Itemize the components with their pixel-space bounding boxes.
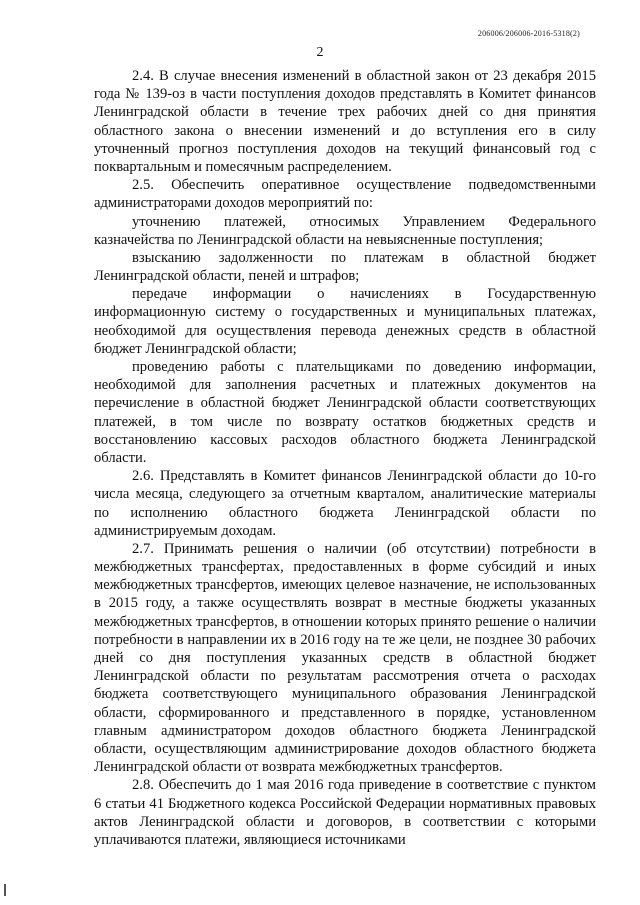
paragraph-2-8: 2.8. Обеспечить до 1 мая 2016 года приведение в соответствие с пунктом 6 статьи 41 Бюджетного кодекса Российской Федерации нормативных правовых актов Ленинградской области и договоров, в соответствии с которыми уплачиваются платежи, являющиеся источниками — [94, 777, 596, 848]
paragraph-2-4: 2.4. В случае внесения изменений в областной закон от 23 декабря 2015 года № 139-оз в части поступления доходов представлять в Комитет финансов Ленинградской области в течение трех рабочих дней со дня принятия областного закона о внесении изменений и до вступления его в силу уточненный прогноз поступления доходов на текущий финансовый год с поквартальным и помесячным распределением. — [94, 68, 596, 175]
document-code: 206006/206006-2016-5318(2) — [477, 29, 580, 38]
document-body — [94, 67, 596, 849]
page-number: 2 — [316, 45, 324, 60]
paragraph-2-7: 2.7. Принимать решения о наличии (об отсутствии) потребности в межбюджетных трансфертах, предоставленных в форме субсидий и иных межбюджетных трансфертов, имеющих целевое назначение, не использованных в 2015 году, а также осуществлять возврат в местные бюджеты указанных межбюджетных трансфертов, в отношении которых принято решение о наличии потребности в направлении их в 2016 году на те же цели, не позднее 30 рабочих дней со дня поступления указанных средств в областной бюджет Ленинградской области по результатам рассмотрения отчета о расходах бюджета соответствующего муниципального образования Ленинградской области, сформированного и представленного в порядке, установленном главным администратором доходов областного бюджета Ленинградской области, осуществляющим администрирование доходов областного бюджета Ленинградской области от возврата межбюджетных трансфертов. — [94, 540, 596, 776]
list-item-refinement: уточнению платежей, относимых Управлением Федерального казначейства по Ленинградской области на невыясненные поступления; — [94, 213, 596, 248]
margin-mark — [4, 884, 6, 896]
paragraph-2-6: 2.6. Представлять в Комитет финансов Ленинградской области до 10-го числа месяца, следующего за отчетным кварталом, аналитические материалы по исполнению областного бюджета Ленинградской области по администрируемым доходам. — [94, 468, 596, 539]
paragraph-2-5: 2.5. Обеспечить оперативное осуществление подведомственными администраторами доходов мероприятий по: — [94, 177, 596, 212]
list-item-payer-work: проведению работы с плательщиками по доведению информации, необходимой для заполнения расчетных и платежных документов на перечисление в областной бюджет Ленинградской области соответствующих платежей, в том числе по возврату остатков бюджетных средств и восстановлению кассовых расходов областного бюджета Ленинградской области. — [94, 359, 596, 466]
list-item-info-transfer: передаче информации о начислениях в Государственную информационную систему о государственных и муниципальных платежах, необходимой для осуществления перевода денежных средств в областной бюджет Ленинградской области; — [94, 286, 596, 357]
list-item-debt-recovery: взысканию задолженности по платежам в областной бюджет Ленинградской области, пеней и штрафов; — [94, 249, 596, 285]
